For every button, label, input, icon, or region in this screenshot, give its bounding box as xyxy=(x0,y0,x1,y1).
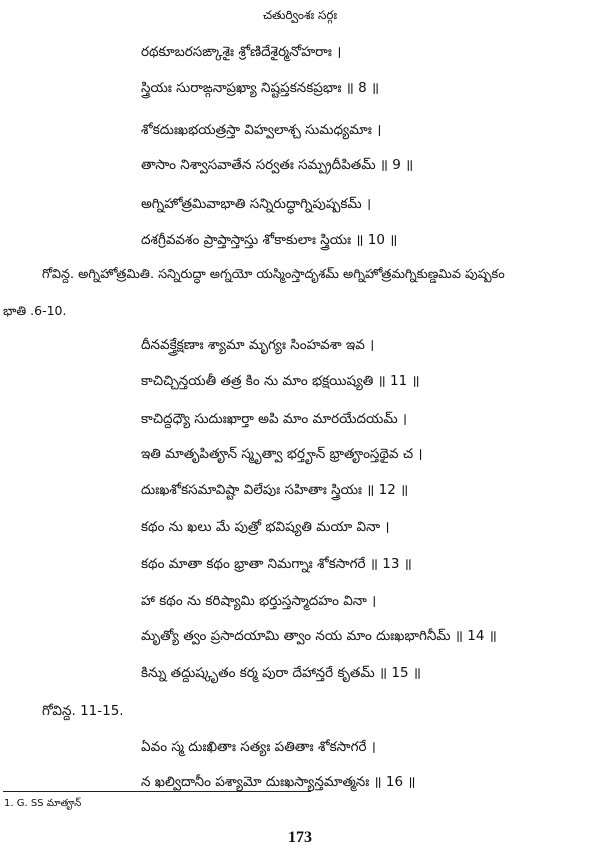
commentary-line: భాతి .6-10. xyxy=(3,303,67,318)
verse-line: కథం ను ఖలు మే పుత్రో భవిష్యతి మయా వినా । xyxy=(141,519,390,535)
footnote: 1. G. SS మాతౄన్ xyxy=(4,798,82,809)
verse-line: కథం మాతా కథం భ్రాతా నిమగ్నాః శోకసాగరే ॥ 13 ॥ xyxy=(141,556,412,572)
footnote-divider xyxy=(3,791,311,792)
verse-line: ఏవం స్మ దుఃఖితాః సత్యః పతితాః శోకసాగరే । xyxy=(141,739,376,755)
verse-line: తాసాం నిశ్వాసవాతేన సర్వతః సమ్ప్రదీపితమ్ ॥ 9 ॥ xyxy=(141,157,414,173)
verse-line: హా కథం ను కరిష్యామి భర్తుస్తస్మాదహం వినా । xyxy=(141,593,377,609)
verse-line: దీనవక్త్రేక్షణాః శ్యామా మృగ్యః సింహవశా ఇవ । xyxy=(141,337,375,353)
verse-line: కాచిద్దధ్యౌ సుదుఃఖార్తా అపి మాం మారయేదయమ్ । xyxy=(141,411,408,427)
verse-line: న ఖల్విదానీం పశ్యామో దుఃఖస్యాన్తమాత్మనః ॥ 16 ॥ xyxy=(141,774,416,790)
verse-line: ఇతి మాతృపితౄన్ స్మృత్వా భర్తౄన్ భ్రాతౄంస్తథైవ చ । xyxy=(141,446,423,462)
verse-line: మృత్యో త్వం ప్రసాదయామి త్వాం నయ మాం దుఃఖభాగినీమ్ ॥ 14 ॥ xyxy=(141,628,497,644)
verse-line: కిన్ను తద్దుష్కృతం కర్మ పురా దేహాన్తరే కృతమ్ ॥ 15 ॥ xyxy=(141,665,421,681)
verse-line: రథకూబరసఙ్కాశైః శ్రోణిదేశైర్మనోహరాః । xyxy=(141,44,342,60)
verse-line: స్త్రియః సురాఙ్గనాప్రఖ్యా నిష్టప్తకనకప్రభాః ॥ 8 ॥ xyxy=(141,80,380,96)
commentary-line: గోవిన్ద. 11-15. xyxy=(42,703,124,719)
verse-line: శోకదుఃఖభయత్రస్తా విహ్వలాశ్చ సుమధ్యమాః । xyxy=(141,122,382,138)
verse-line: అగ్నిహోత్రమివాభాతి సన్నిరుద్ధాగ్నిపుష్పకమ్ । xyxy=(141,196,372,212)
verse-line: దశగ్రీవవశం ప్రాప్తాస్తాస్తు శోకాకులాః స్త్రియః ॥ 10 ॥ xyxy=(141,232,398,248)
running-header: చతుర్వింశః సర్గః xyxy=(262,8,338,22)
commentary-line: గోవిన్ద. అగ్నిహోత్రమితి. సన్నిరుద్ధా అగ్నయో యస్మింస్తాదృశమ్ అగ్నిహోత్రమగ్నికుణ్డమివ పుష్పకం xyxy=(42,267,505,282)
verse-line: దుఃఖశోకసమావిష్టా విలేపుః సహితాః స్త్రియః ॥ 12 ॥ xyxy=(141,482,409,498)
verse-line: కాచిచ్చిన్తయతీ తత్ర కిం ను మాం భక్షయిష్యతి ॥ 11 ॥ xyxy=(141,373,420,389)
page-number: 173 xyxy=(288,829,312,846)
